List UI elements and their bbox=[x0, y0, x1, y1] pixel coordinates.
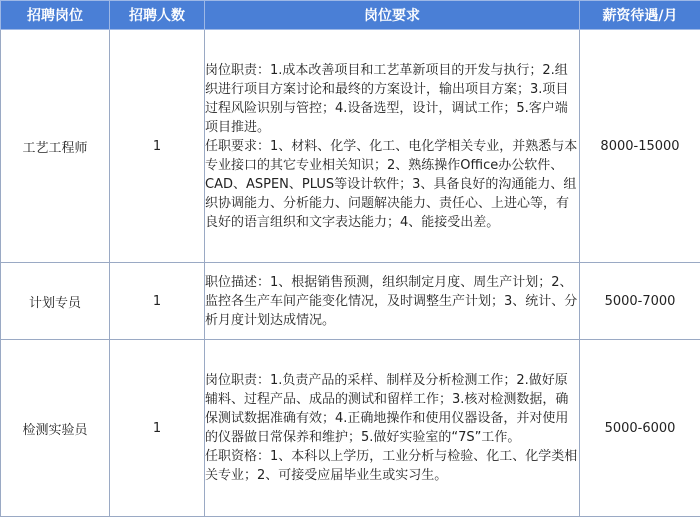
requirements-paragraph: 任职要求：1、材料、化学、化工、电化学相关专业，并熟悉与本专业接口的其它专业相关知识；2、熟练操作Office办公软件、CAD、ASPEN、PLUS等设计软件；3、具备良好的沟通能力、组织协调能力、分析能力、问题解决能力、责任心、上进心等，有良好的语言组织和文字表达能力；4、能接受出差。 bbox=[205, 137, 579, 232]
requirements-paragraph: 任职资格：1、本科以上学历，工业分析与检验、化工、化学类相关专业；2、可接受应届毕业生或实习生。 bbox=[205, 447, 579, 485]
header-row bbox=[1, 1, 700, 30]
header-position: 招聘岗位 bbox=[1, 1, 110, 30]
count-cell: 1 bbox=[110, 263, 205, 340]
table-row bbox=[1, 340, 700, 517]
position-cell: 计划专员 bbox=[1, 263, 110, 340]
requirements-paragraph: 岗位职责：1.负责产品的采样、制样及分析检测工作；2.做好原辅料、过程产品、成品的测试和留样工作；3.核对检测数据，确保测试数据准确有效；4.正确地操作和使用仪器设备，并对使用的仪器做日常保养和维护；5.做好实验室的“7S”工作。 bbox=[205, 371, 579, 447]
count-cell: 1 bbox=[110, 340, 205, 517]
requirements-cell bbox=[205, 263, 580, 340]
requirements-cell bbox=[205, 340, 580, 517]
table-row bbox=[1, 263, 700, 340]
table-row bbox=[1, 30, 700, 263]
requirements-paragraph: 职位描述：1、根据销售预测，组织制定月度、周生产计划；2、监控各生产车间产能变化情况，及时调整生产计划；3、统计、分析月度计划达成情况。 bbox=[205, 273, 579, 330]
requirements-paragraph: 岗位职责：1.成本改善项目和工艺革新项目的开发与执行；2.组织进行项目方案讨论和最终的方案设计，输出项目方案；3.项目过程风险识别与管控；4.设备选型，设计，调试工作；5.客户端项目推进。 bbox=[205, 61, 579, 137]
count-cell: 1 bbox=[110, 30, 205, 263]
salary-cell: 8000-15000 bbox=[580, 30, 700, 263]
position-cell: 检测实验员 bbox=[1, 340, 110, 517]
header-salary: 薪资待遇/月 bbox=[580, 1, 700, 30]
header-requirements: 岗位要求 bbox=[205, 1, 580, 30]
salary-cell: 5000-7000 bbox=[580, 263, 700, 340]
position-cell: 工艺工程师 bbox=[1, 30, 110, 263]
requirements-cell bbox=[205, 30, 580, 263]
salary-cell: 5000-6000 bbox=[580, 340, 700, 517]
header-count: 招聘人数 bbox=[110, 1, 205, 30]
